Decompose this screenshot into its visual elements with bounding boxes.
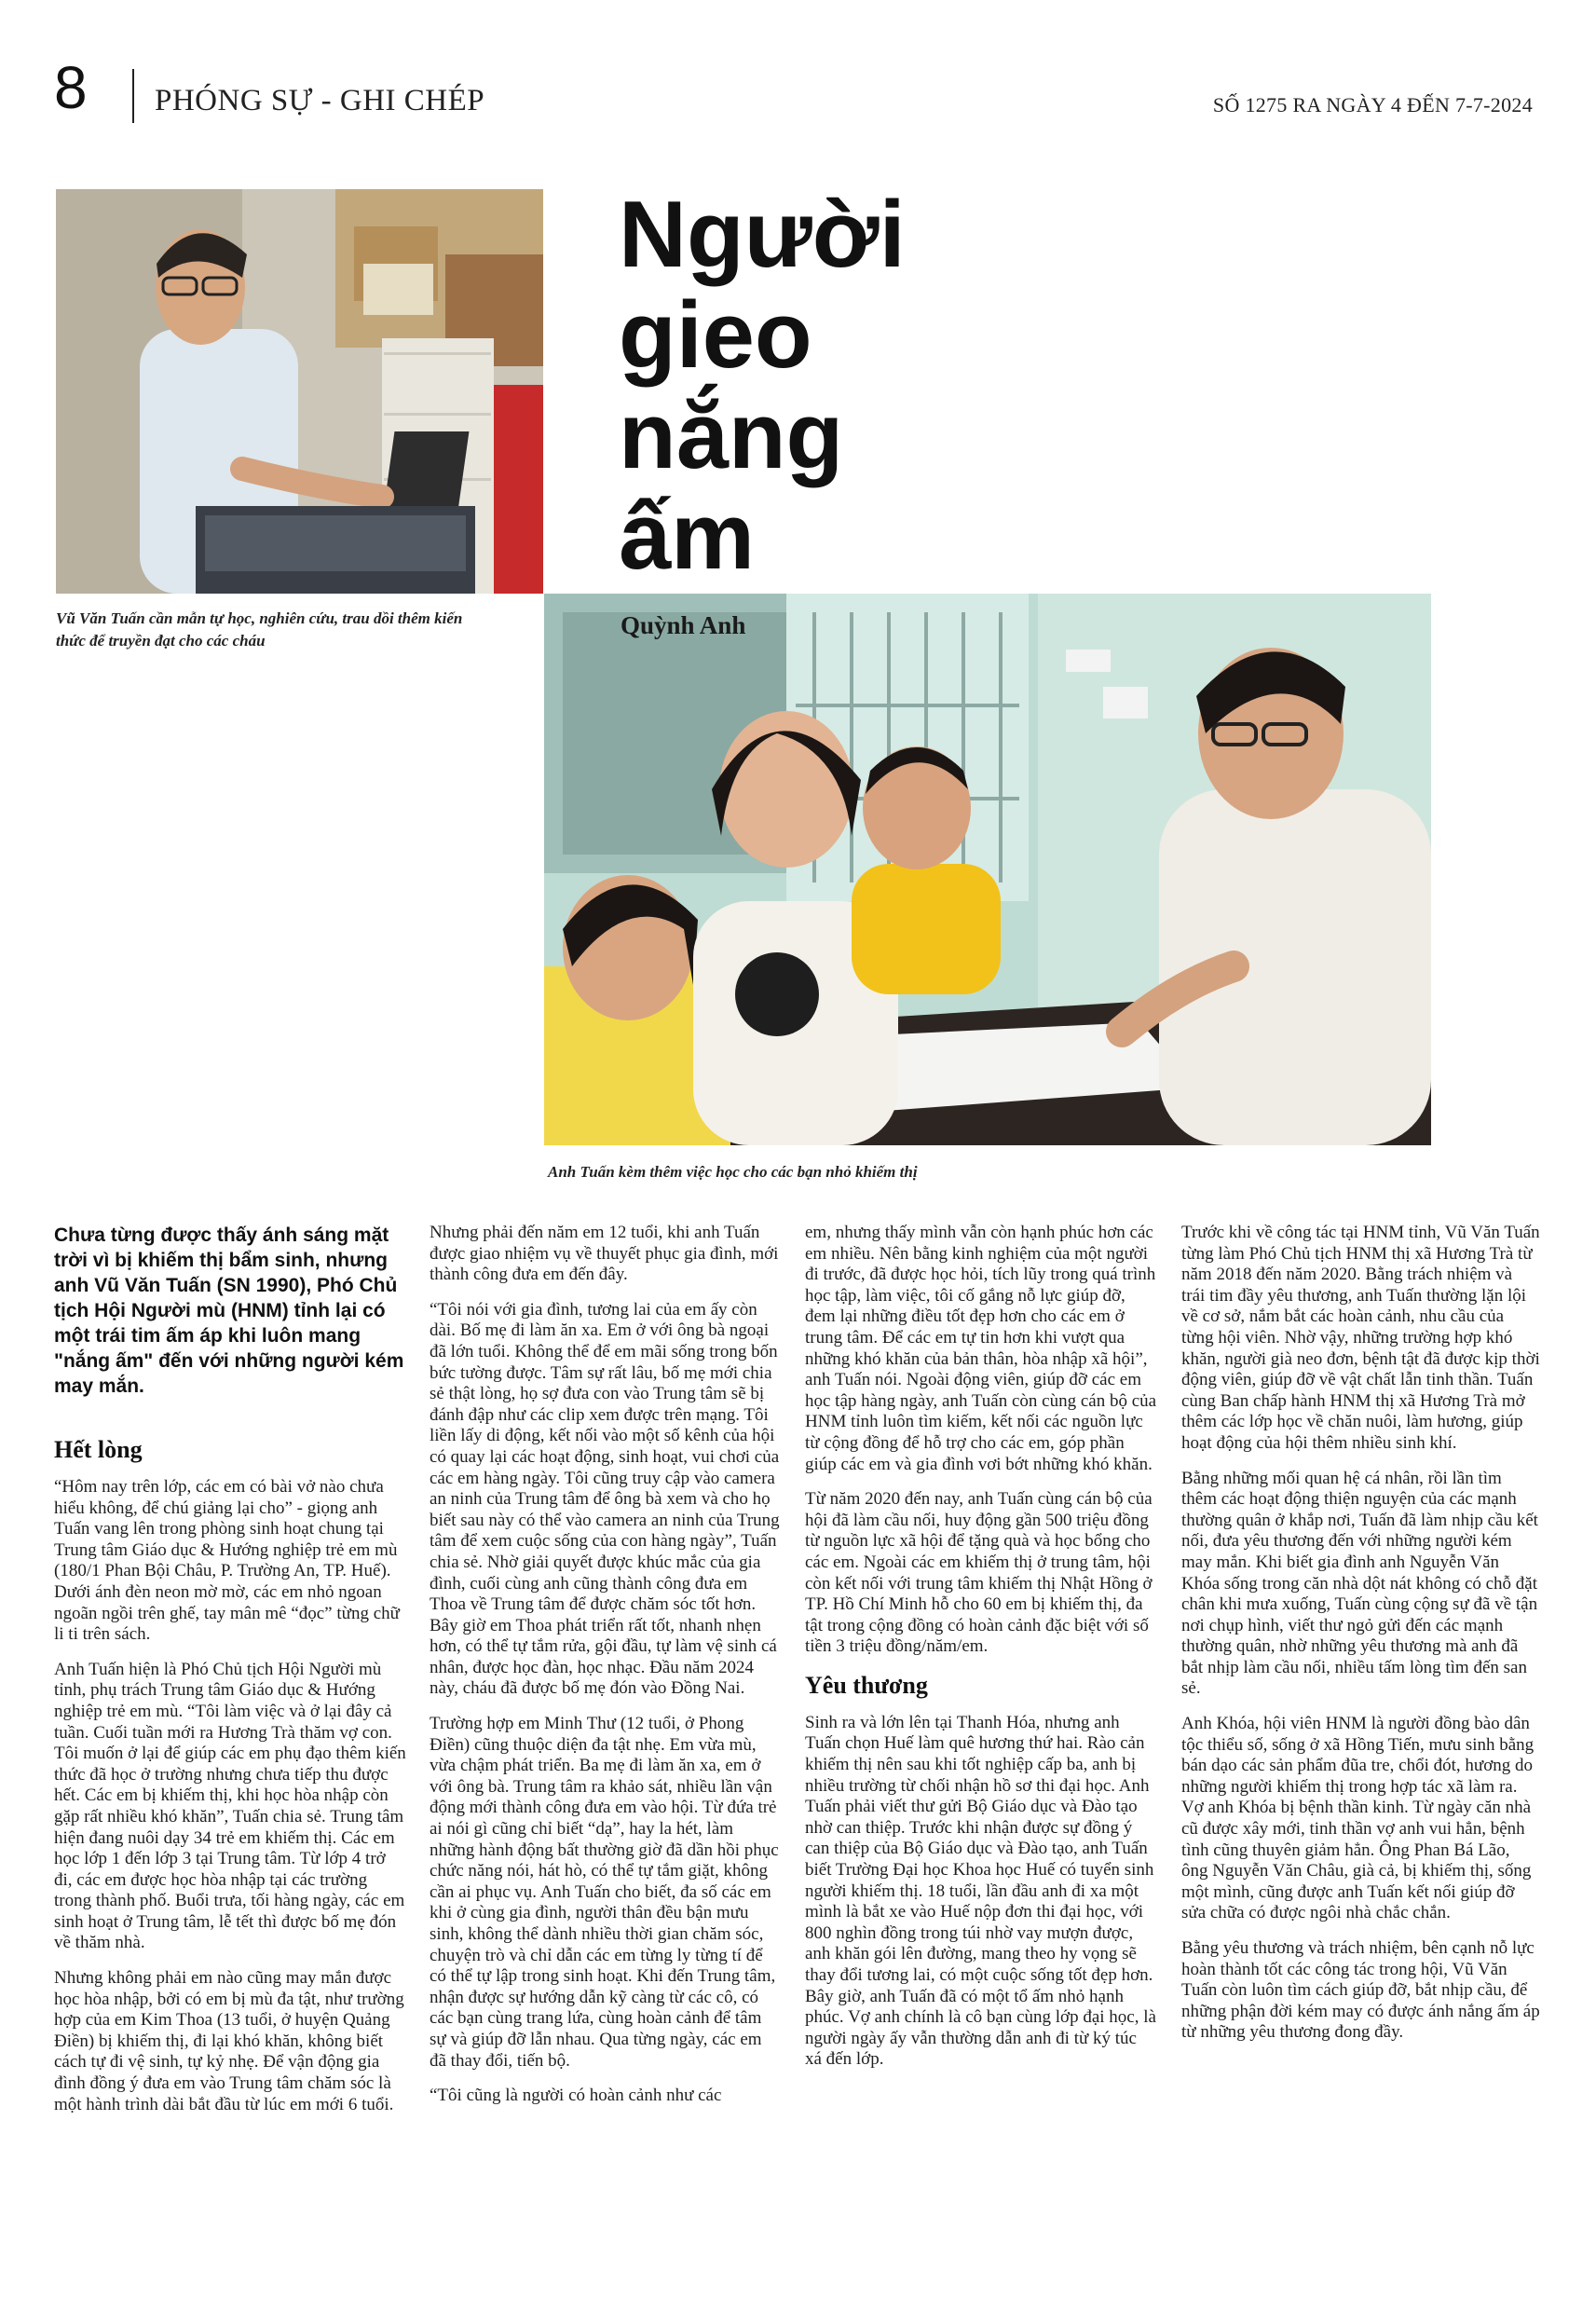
- paragraph: Sinh ra và lớn lên tại Thanh Hóa, nhưng anh Tuấn chọn Huế làm quê hương thứ hai. Rào cản khiếm thị nên sau khi tốt nghiệp cấp ba, anh bị nhiều trường từ chối nhận hồ sơ thi đại học. Anh Tuấn phải viết thư gửi Bộ Giáo dục và Đào tạo nhờ can thiệp. Trước khi nhận được sự đồng ý can thiệp của Bộ Giáo dục và Đào tạo, anh Tuấn biết Trường Đại học Khoa học Huế có tuyển sinh người khiếm thị. 18 tuổi, lần đầu anh đi xa một mình là bắt xe vào Huế nộp đơn thi đại học, với 800 nghìn đồng trong túi nhờ vay mượn được, anh khăn gói lên đường, mang theo hy vọng sẽ thay đổi tương lai, có một cuộc sống tốt đẹp hơn. Bây giờ, anh Tuấn đã có một tổ ấm nhỏ hạnh phúc. Vợ anh chính là cô bạn cùng lớp đại học, là người ngày ấy vẫn thường dẫn anh đi từ ký túc xá đến lớp.: [805, 1712, 1156, 2070]
- article-column-3: [805, 1223, 1157, 2085]
- paragraph: “Tôi nói với gia đình, tương lai của em ấy còn dài. Bố mẹ đi làm ăn xa. Em ở với ông bà ngoại đã lớn tuổi. Không thể để em mãi sống trong bốn bức tường được. Tâm sự rất lâu, bố mẹ mới chia sẻ thật lòng, họ sợ đưa con vào Trung tâm sẽ bị đánh đập như các clip xem được trên mạng. Tôi liền lấy di động, kết nối vào một số kênh của hội có quay lại các hoạt động, sinh hoạt, vui chơi của các em hàng ngày. Tôi cũng truy cập vào camera an ninh của Trung tâm để ông bà xem và cho họ biết sau này có thể vào camera an ninh của Trung tâm để xem cuộc sống của con hàng ngày”, Tuấn chia sẻ. Nhờ giải quyết được khúc mắc của gia đình, cuối cùng anh cũng thành công đưa em Thoa về Trung tâm để được chăm sóc tốt hơn. Bây giờ em Thoa phát triển rất tốt, nhanh nhẹn hơn, có thể tự tắm rửa, gội đầu, tự làm vệ sinh cá nhân, được học đàn, học nhạc. Đầu năm 2024 này, cháu đã được bố mẹ đón vào Đồng Nai.: [430, 1299, 780, 1699]
- paragraph: “Hôm nay trên lớp, các em có bài vở nào chưa hiểu không, để chú giảng lại cho” - giọng anh Tuấn vang lên trong phòng sinh hoạt chung tại Trung tâm Giáo dục & Hướng nghiệp trẻ em mù (180/1 Phan Bội Châu, P. Trường An, TP. Huế). Dưới ánh đèn neon mờ mờ, các em nhỏ ngoan ngoãn ngồi trên ghế, tay mân mê “đọc” từng chữ li ti trên sách.: [54, 1477, 400, 1645]
- page-number: 8: [54, 54, 88, 121]
- photo-tuan-at-laptop: [56, 189, 543, 594]
- title-line: nắng: [619, 384, 844, 488]
- photo1-caption: Vũ Văn Tuấn cần mẫn tự học, nghiên cứu, trau dồi thêm kiến thức để truyền đạt cho các cháu: [56, 609, 463, 650]
- issue-info: SỐ 1275 RA NGÀY 4 ĐẾN 7-7-2024: [1212, 93, 1533, 116]
- subheading-yeu-thuong: Yêu thương: [805, 1671, 928, 1699]
- title-line: Người: [619, 183, 906, 287]
- paragraph: Bằng yêu thương và trách nhiệm, bên cạnh nỗ lực hoàn thành tốt các công tác trong hội, Vũ Văn Tuấn còn luôn tìm cách giúp đỡ, bắt nhịp cầu, để những phận đời kém may có được ánh nắng ấm áp từ những yêu thương đong đầy.: [1181, 1938, 1540, 2043]
- paragraph: em, nhưng thấy mình vẫn còn hạnh phúc hơn các em nhiều. Nên bằng kinh nghiệm của một người đi trước, đã được học hỏi, tích lũy trong quá trình học tập, làm việc, tôi cố gắng nỗ lực giúp đỡ, đem lại những điều tốt đẹp hơn cho các em ở trung tâm. Để các em tự tin hơn khi vượt qua những khó khăn của bản thân, hòa nhập xã hội”, anh Tuấn nói. Ngoài động viên, giúp đỡ các em học tập hàng ngày, anh Tuấn còn cùng cán bộ của HNM tỉnh luôn tìm kiếm, kết nối các nguồn lực từ cộng đồng để hỗ trợ cho các em, góp phần giúp các em và gia đình vơi bớt những khó khăn.: [805, 1223, 1157, 1474]
- article-column-1: [54, 1223, 406, 2129]
- article-column-2: [430, 1223, 782, 2121]
- photo-tuan-with-children-illustration: [544, 594, 1431, 1145]
- title-line: gieo: [619, 283, 812, 388]
- paragraph: “Tôi cũng là người có hoàn cảnh như các: [430, 2086, 722, 2106]
- article-title: [619, 185, 906, 587]
- title-line: ấm: [619, 485, 755, 589]
- paragraph: Anh Tuấn hiện là Phó Chủ tịch Hội Người mù tỉnh, phụ trách Trung tâm Giáo dục & Hướng nghiệp trẻ em mù. “Tôi làm việc và ở lại đây cả tuần. Cuối tuần mới ra Hương Trà thăm vợ con. Tôi muốn ở lại để giúp các em phụ đạo thêm kiến thức đã học ở trường nhưng chưa tiếp thu được hết. Các em bị khiếm thị, khi học hòa nhập còn gặp rất nhiều khó khăn”, Tuấn chia sẻ. Trung tâm hiện đang nuôi dạy 34 trẻ em khiếm thị. Các em học lớp 1 đến lớp 3 tại Trung tâm. Từ lớp 4 trở đi, các em được học hòa nhập tại các trường trong thành phố. Buổi trưa, tối hàng ngày, các em sinh hoạt ở Trung tâm, lễ tết thì được bố mẹ đón về thăm nhà.: [54, 1659, 406, 1953]
- byline: Quỳnh Anh: [621, 611, 746, 639]
- paragraph: Từ năm 2020 đến nay, anh Tuấn cùng cán bộ của hội đã làm cầu nối, huy động gần 500 triệu đồng từ nguồn lực xã hội để tặng quà và học bổng cho các em. Ngoài các em khiếm thị ở trung tâm, hội còn kết nối với trung tâm khiếm thị Nhật Hồng ở TP. Hồ Chí Minh hỗ cho 60 em bị khiếm thị, đa tật trong cộng đồng có hoàn cảnh đặc biệt với số tiền 3 triệu đồng/năm/em.: [805, 1489, 1153, 1657]
- header-divider: [132, 69, 134, 123]
- article-lead: Chưa từng được thấy ánh sáng mặt trời vì bị khiếm thị bẩm sinh, nhưng anh Vũ Văn Tuấn (SN 1990), Phó Chủ tịch Hội Người mù (HNM) tỉnh lại có một trái tim ấm áp khi luôn mang "nắng ấm" đến với những người kém may mắn.: [54, 1224, 404, 1397]
- photo2-caption: Anh Tuấn kèm thêm việc học cho các bạn nhỏ khiếm thị: [548, 1163, 918, 1181]
- article-column-4: [1181, 1223, 1540, 2058]
- paragraph: Anh Khóa, hội viên HNM là người đồng bào dân tộc thiểu số, sống ở xã Hồng Tiến, mưu sinh bằng bán dạo các sản phẩm đũa tre, chổi đót, hương do những người khiếm thị trong hợp tác xã làm ra. Vợ anh Khóa bị bệnh thần kinh. Từ ngày căn nhà cũ được xây mới, tinh thần vợ anh vui hẳn, bệnh tình cũng thuyên giảm hẳn. Ông Phan Bá Lão, ông Nguyễn Văn Châu, già cả, bị khiếm thị, sống một mình, cũng được anh Tuấn kết nối giúp đỡ sửa chữa có được ngôi nhà chắc chắn.: [1181, 1714, 1535, 1923]
- subheading-het-long: Hết lòng: [54, 1436, 143, 1463]
- section-title: PHÓNG SỰ - GHI CHÉP: [155, 84, 485, 117]
- paragraph: Nhưng phải đến năm em 12 tuổi, khi anh Tuấn được giao nhiệm vụ về thuyết phục gia đình, mới thành công đưa em đến đây.: [430, 1223, 779, 1285]
- photo-tuan-with-children: [544, 594, 1431, 1145]
- paragraph: Nhưng không phải em nào cũng may mắn được học hòa nhập, bởi có em bị mù đa tật, như trường hợp của em Kim Thoa (13 tuổi, ở huyện Quảng Điền) bị khiếm thị, đi lại khó khăn, không biết cách tự đi vệ sinh, tự kỷ nhẹ. Để vận động gia đình đồng ý đưa em vào Trung tâm chăm sóc là một hành trình dài bắt đầu từ lúc em mới 6 tuổi.: [54, 1968, 404, 2114]
- paragraph: Trước khi về công tác tại HNM tỉnh, Vũ Văn Tuấn từng làm Phó Chủ tịch HNM thị xã Hương Trà từ năm 2018 đến năm 2020. Bằng trách nhiệm và trái tim đầy yêu thương, anh Tuấn thường lặn lội về cơ sở, nắm bắt các hoàn cảnh, nhu cầu của từng hội viên. Nhờ vậy, những trường hợp khó khăn, người già neo đơn, bệnh tật đã được kịp thời động viên, giúp đỡ về vật chất lẫn tinh thần. Tuấn cùng Ban chấp hành HNM thị xã Hương Trà mở thêm các lớp học về chăn nuôi, làm hương, giúp hoạt động của hội thêm nhiều sinh khí.: [1181, 1223, 1540, 1453]
- paragraph: Trường hợp em Minh Thư (12 tuổi, ở Phong Điền) cũng thuộc diện đa tật nhẹ. Em vừa mù, vừa chậm phát triển. Ba mẹ đi làm ăn xa, em ở với ông bà. Trung tâm ra khảo sát, nhiều lần vận động mới thành công đưa em vào hội. Từ đứa trẻ ai nói gì cũng chỉ biết “dạ”, hay la hét, làm những hành động bất thường giờ đã dần hồi phục chức năng nói, hát hò, có thể tự tắm giặt, không cần ai phục vụ. Anh Tuấn cho biết, đa số các em khi ở cùng gia đình, người thân đều bận mưu sinh, không thể dành nhiều thời gian chăm sóc, chuyện trò và chỉ dẫn các em từng ly từng tí để có thể tự lập trong sinh hoạt. Khi đến Trung tâm, nhận được sự hướng dẫn kỹ càng từ các cô, có các bạn cùng trang lứa, cùng hoàn cảnh để tâm sự và giúp đỡ lẫn nhau. Qua từng ngày, các em đã thay đổi, tiến bộ.: [430, 1714, 779, 2071]
- photo-tuan-at-laptop-illustration: [56, 189, 543, 594]
- paragraph: Bằng những mối quan hệ cá nhân, rồi lần tìm thêm các hoạt động thiện nguyện của các mạnh thường quân ở khắp nơi, Tuấn đã làm nhịp cầu kết nối, đưa yêu thương đến với những người kém may mắn. Khi biết gia đình anh Nguyễn Văn Khóa sống trong căn nhà dột nát không có chỗ đặt chân khi mưa xuống, Tuấn cùng cộng sự đã về tận nơi chụp hình, viết thư ngỏ gửi đến các mạnh thường quân, nhờ những yêu thương mà anh đã bắt nhịp làm cầu nối, nhiều tấm lòng tìm đến san sẻ.: [1181, 1468, 1538, 1699]
